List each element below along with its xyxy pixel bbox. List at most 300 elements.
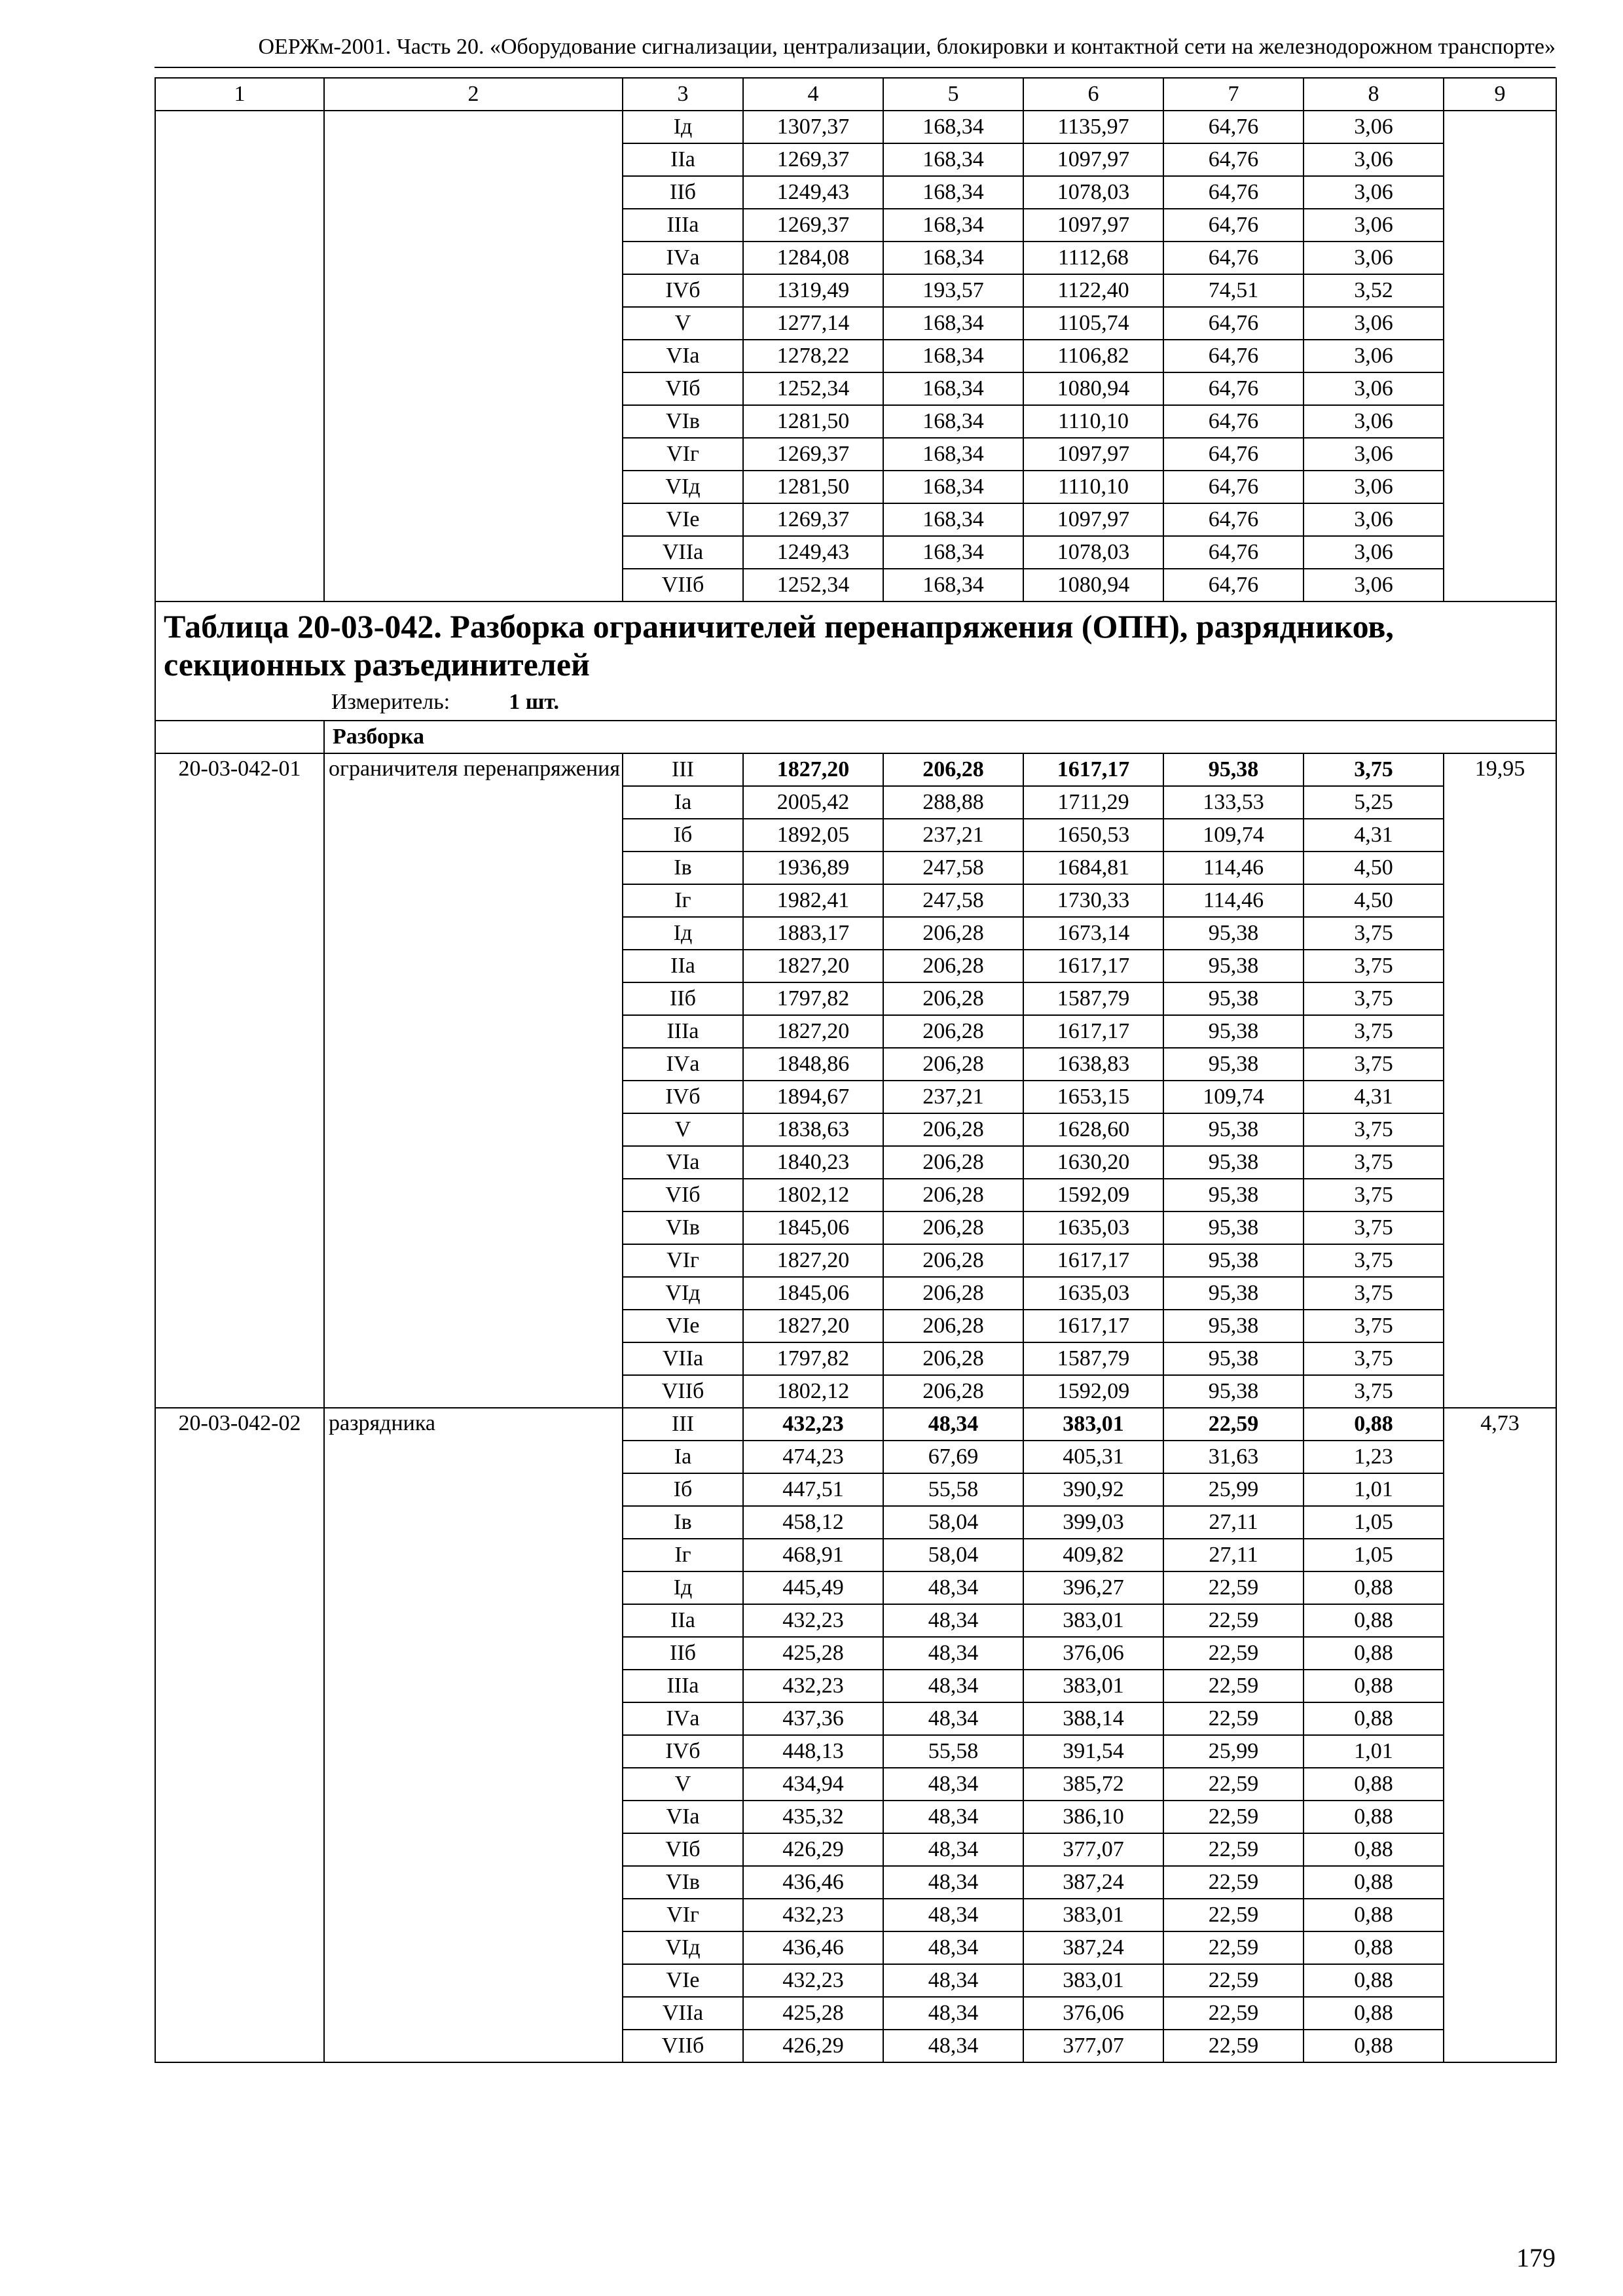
- wages-cell: 55,58: [883, 1735, 1023, 1768]
- total-cost-cell: 1892,05: [743, 819, 883, 852]
- materials-cell: 0,88: [1304, 1571, 1444, 1604]
- driver-wages-cell: 64,76: [1163, 536, 1304, 569]
- wages-cell: 168,34: [883, 111, 1023, 143]
- machines-cell: 1587,79: [1023, 982, 1163, 1015]
- zone-cell: VIIб: [623, 2030, 743, 2062]
- machines-cell: 1650,53: [1023, 819, 1163, 852]
- machines-cell: 396,27: [1023, 1571, 1163, 1604]
- zone-cell: IIб: [623, 1637, 743, 1670]
- wages-cell: 206,28: [883, 1113, 1023, 1146]
- driver-wages-cell: 22,59: [1163, 1997, 1304, 2030]
- materials-cell: 3,75: [1304, 1375, 1444, 1408]
- name-cell: ограничителя перенапряжения: [324, 753, 623, 1408]
- materials-cell: 0,88: [1304, 1604, 1444, 1637]
- driver-wages-cell: 95,38: [1163, 1211, 1304, 1244]
- zone-cell: IIа: [623, 950, 743, 982]
- machines-cell: 1097,97: [1023, 503, 1163, 536]
- machines-cell: 383,01: [1023, 1408, 1163, 1441]
- total-cost-cell: 434,94: [743, 1768, 883, 1801]
- wages-cell: 168,34: [883, 438, 1023, 471]
- zone-cell: Iг: [623, 1539, 743, 1571]
- zone-cell: IVа: [623, 242, 743, 274]
- machines-cell: 1110,10: [1023, 405, 1163, 438]
- machines-cell: 390,92: [1023, 1473, 1163, 1506]
- machines-cell: 377,07: [1023, 2030, 1163, 2062]
- column-number-9: 9: [1444, 78, 1556, 111]
- driver-wages-cell: 114,46: [1163, 884, 1304, 917]
- materials-cell: 3,75: [1304, 753, 1444, 786]
- wages-cell: 247,58: [883, 884, 1023, 917]
- total-cost-cell: 1252,34: [743, 372, 883, 405]
- wages-cell: 48,34: [883, 2030, 1023, 2062]
- machines-cell: 1617,17: [1023, 1244, 1163, 1277]
- total-cost-cell: 1845,06: [743, 1211, 883, 1244]
- zone-cell: IIIа: [623, 1015, 743, 1048]
- materials-cell: 3,06: [1304, 438, 1444, 471]
- wages-cell: 168,34: [883, 340, 1023, 372]
- materials-cell: 0,88: [1304, 2030, 1444, 2062]
- machines-cell: 1122,40: [1023, 274, 1163, 307]
- total-cost-cell: 1281,50: [743, 405, 883, 438]
- materials-cell: 0,88: [1304, 1637, 1444, 1670]
- driver-wages-cell: 22,59: [1163, 1637, 1304, 1670]
- zone-cell: Iд: [623, 111, 743, 143]
- driver-wages-cell: 22,59: [1163, 1833, 1304, 1866]
- materials-cell: 3,75: [1304, 1179, 1444, 1211]
- total-cost-cell: 1936,89: [743, 852, 883, 884]
- total-cost-cell: 1982,41: [743, 884, 883, 917]
- wages-cell: 48,34: [883, 1801, 1023, 1833]
- driver-wages-cell: 25,99: [1163, 1735, 1304, 1768]
- machines-cell: 1135,97: [1023, 111, 1163, 143]
- driver-wages-cell: 64,76: [1163, 569, 1304, 601]
- materials-cell: 3,06: [1304, 340, 1444, 372]
- materials-cell: 3,06: [1304, 209, 1444, 242]
- driver-wages-cell: 64,76: [1163, 111, 1304, 143]
- zone-cell: Iд: [623, 917, 743, 950]
- total-cost-cell: 432,23: [743, 1604, 883, 1637]
- total-cost-cell: 1252,34: [743, 569, 883, 601]
- wages-cell: 206,28: [883, 1048, 1023, 1081]
- wages-cell: 193,57: [883, 274, 1023, 307]
- total-cost-cell: 1827,20: [743, 1310, 883, 1342]
- driver-wages-cell: 22,59: [1163, 1571, 1304, 1604]
- machines-cell: 1105,74: [1023, 307, 1163, 340]
- total-cost-cell: 425,28: [743, 1997, 883, 2030]
- materials-cell: 3,06: [1304, 143, 1444, 176]
- driver-wages-cell: 109,74: [1163, 819, 1304, 852]
- machines-cell: 376,06: [1023, 1997, 1163, 2030]
- materials-cell: 0,88: [1304, 1964, 1444, 1997]
- total-cost-cell: 1848,86: [743, 1048, 883, 1081]
- wages-cell: 48,34: [883, 1997, 1023, 2030]
- zone-cell: VIб: [623, 1833, 743, 1866]
- running-header: ОЕРЖм-2001. Часть 20. «Оборудование сигнализации, централизации, блокировки и контактной сети на железнодорожном транспорте»: [258, 35, 1556, 59]
- code-cell: [155, 111, 324, 601]
- zone-cell: VIг: [623, 1244, 743, 1277]
- column-number-3: 3: [623, 78, 743, 111]
- total-cost-cell: 1838,63: [743, 1113, 883, 1146]
- driver-wages-cell: 95,38: [1163, 950, 1304, 982]
- total-cost-cell: 1894,67: [743, 1081, 883, 1113]
- cost-per-unit-cell: [1444, 111, 1556, 601]
- driver-wages-cell: 22,59: [1163, 1866, 1304, 1899]
- machines-cell: 1635,03: [1023, 1277, 1163, 1310]
- total-cost-cell: 1269,37: [743, 503, 883, 536]
- section-code-cell: [155, 721, 324, 753]
- driver-wages-cell: 22,59: [1163, 1768, 1304, 1801]
- driver-wages-cell: 95,38: [1163, 1113, 1304, 1146]
- total-cost-cell: 1827,20: [743, 1244, 883, 1277]
- materials-cell: 0,88: [1304, 1931, 1444, 1964]
- name-cell: разрядника: [324, 1408, 623, 2062]
- wages-cell: 48,34: [883, 1964, 1023, 1997]
- total-cost-cell: 1278,22: [743, 340, 883, 372]
- materials-cell: 0,88: [1304, 1670, 1444, 1702]
- materials-cell: 3,75: [1304, 1113, 1444, 1146]
- measure-label: Измеритель:: [331, 690, 450, 714]
- machines-cell: 1684,81: [1023, 852, 1163, 884]
- zone-cell: VIIа: [623, 1997, 743, 2030]
- total-cost-cell: 1249,43: [743, 536, 883, 569]
- total-cost-cell: 1840,23: [743, 1146, 883, 1179]
- driver-wages-cell: 64,76: [1163, 405, 1304, 438]
- zone-cell: IVа: [623, 1048, 743, 1081]
- wages-cell: 48,34: [883, 1604, 1023, 1637]
- zone-cell: VIа: [623, 340, 743, 372]
- total-cost-cell: 436,46: [743, 1866, 883, 1899]
- total-cost-cell: 1827,20: [743, 753, 883, 786]
- zone-cell: Iв: [623, 1506, 743, 1539]
- wages-cell: 48,34: [883, 1670, 1023, 1702]
- total-cost-cell: 432,23: [743, 1899, 883, 1931]
- total-cost-cell: 1284,08: [743, 242, 883, 274]
- driver-wages-cell: 64,76: [1163, 176, 1304, 209]
- total-cost-cell: 436,46: [743, 1931, 883, 1964]
- driver-wages-cell: 22,59: [1163, 1408, 1304, 1441]
- total-cost-cell: 1827,20: [743, 1015, 883, 1048]
- zone-cell: VIе: [623, 503, 743, 536]
- wages-cell: 168,34: [883, 503, 1023, 536]
- machines-cell: 376,06: [1023, 1637, 1163, 1670]
- zone-cell: Iа: [623, 786, 743, 819]
- machines-cell: 1080,94: [1023, 372, 1163, 405]
- driver-wages-cell: 64,76: [1163, 340, 1304, 372]
- materials-cell: 0,88: [1304, 1702, 1444, 1735]
- wages-cell: 206,28: [883, 1146, 1023, 1179]
- wages-cell: 247,58: [883, 852, 1023, 884]
- machines-cell: 1617,17: [1023, 1015, 1163, 1048]
- materials-cell: 4,50: [1304, 852, 1444, 884]
- machines-cell: 383,01: [1023, 1670, 1163, 1702]
- driver-wages-cell: 64,76: [1163, 471, 1304, 503]
- materials-cell: 0,88: [1304, 1408, 1444, 1441]
- total-cost-cell: 432,23: [743, 1964, 883, 1997]
- driver-wages-cell: 95,38: [1163, 1146, 1304, 1179]
- section-row: [155, 721, 1556, 753]
- wages-cell: 55,58: [883, 1473, 1023, 1506]
- wages-cell: 288,88: [883, 786, 1023, 819]
- table-row: [155, 1408, 1556, 1441]
- wages-cell: 168,34: [883, 143, 1023, 176]
- zone-cell: Iа: [623, 1441, 743, 1473]
- wages-cell: 206,28: [883, 753, 1023, 786]
- table-title: Таблица 20-03-042. Разборка ограничителей перенапряжения (ОПН), разрядников, секционных разъединителей: [164, 608, 1394, 683]
- machines-cell: 386,10: [1023, 1801, 1163, 1833]
- zone-cell: VIв: [623, 1211, 743, 1244]
- column-number-6: 6: [1023, 78, 1163, 111]
- driver-wages-cell: 95,38: [1163, 917, 1304, 950]
- materials-cell: 3,75: [1304, 1015, 1444, 1048]
- wages-cell: 206,28: [883, 1277, 1023, 1310]
- header-rule: [155, 67, 1556, 68]
- zone-cell: VIIб: [623, 1375, 743, 1408]
- machines-cell: 1630,20: [1023, 1146, 1163, 1179]
- wages-cell: 48,34: [883, 1931, 1023, 1964]
- driver-wages-cell: 64,76: [1163, 372, 1304, 405]
- materials-cell: 3,75: [1304, 1342, 1444, 1375]
- wages-cell: 67,69: [883, 1441, 1023, 1473]
- wages-cell: 48,34: [883, 1768, 1023, 1801]
- driver-wages-cell: 64,76: [1163, 143, 1304, 176]
- driver-wages-cell: 64,76: [1163, 209, 1304, 242]
- materials-cell: 3,75: [1304, 1310, 1444, 1342]
- wages-cell: 58,04: [883, 1539, 1023, 1571]
- wages-cell: 168,34: [883, 307, 1023, 340]
- materials-cell: 3,75: [1304, 1277, 1444, 1310]
- machines-cell: 1097,97: [1023, 143, 1163, 176]
- driver-wages-cell: 64,76: [1163, 307, 1304, 340]
- zone-cell: VIг: [623, 438, 743, 471]
- total-cost-cell: 1281,50: [743, 471, 883, 503]
- machines-cell: 405,31: [1023, 1441, 1163, 1473]
- wages-cell: 168,34: [883, 536, 1023, 569]
- cost-per-unit-cell: 19,95: [1444, 753, 1556, 1408]
- total-cost-cell: 432,23: [743, 1408, 883, 1441]
- materials-cell: 3,06: [1304, 372, 1444, 405]
- zone-cell: IIа: [623, 1604, 743, 1637]
- total-cost-cell: 1883,17: [743, 917, 883, 950]
- machines-cell: 409,82: [1023, 1539, 1163, 1571]
- wages-cell: 168,34: [883, 176, 1023, 209]
- machines-cell: 1106,82: [1023, 340, 1163, 372]
- wages-cell: 206,28: [883, 917, 1023, 950]
- wages-cell: 237,21: [883, 819, 1023, 852]
- zone-cell: IIа: [623, 143, 743, 176]
- wages-cell: 48,34: [883, 1637, 1023, 1670]
- total-cost-cell: 458,12: [743, 1506, 883, 1539]
- total-cost-cell: 468,91: [743, 1539, 883, 1571]
- wages-cell: 206,28: [883, 1375, 1023, 1408]
- wages-cell: 168,34: [883, 242, 1023, 274]
- driver-wages-cell: 27,11: [1163, 1539, 1304, 1571]
- wages-cell: 206,28: [883, 1310, 1023, 1342]
- total-cost-cell: 1269,37: [743, 438, 883, 471]
- total-cost-cell: 1797,82: [743, 1342, 883, 1375]
- materials-cell: 3,75: [1304, 982, 1444, 1015]
- machines-cell: 387,24: [1023, 1866, 1163, 1899]
- machines-cell: 1635,03: [1023, 1211, 1163, 1244]
- machines-cell: 399,03: [1023, 1506, 1163, 1539]
- driver-wages-cell: 114,46: [1163, 852, 1304, 884]
- total-cost-cell: 437,36: [743, 1702, 883, 1735]
- total-cost-cell: 1845,06: [743, 1277, 883, 1310]
- machines-cell: 1730,33: [1023, 884, 1163, 917]
- wages-cell: 206,28: [883, 1244, 1023, 1277]
- zone-cell: VIв: [623, 1866, 743, 1899]
- driver-wages-cell: 64,76: [1163, 438, 1304, 471]
- zone-cell: Iд: [623, 1571, 743, 1604]
- total-cost-cell: 435,32: [743, 1801, 883, 1833]
- driver-wages-cell: 133,53: [1163, 786, 1304, 819]
- zone-cell: IVб: [623, 1081, 743, 1113]
- driver-wages-cell: 25,99: [1163, 1473, 1304, 1506]
- machines-cell: 1628,60: [1023, 1113, 1163, 1146]
- zone-cell: VIе: [623, 1964, 743, 1997]
- total-cost-cell: 432,23: [743, 1670, 883, 1702]
- driver-wages-cell: 109,74: [1163, 1081, 1304, 1113]
- zone-cell: VIе: [623, 1310, 743, 1342]
- driver-wages-cell: 95,38: [1163, 982, 1304, 1015]
- zone-cell: Iв: [623, 852, 743, 884]
- machines-cell: 391,54: [1023, 1735, 1163, 1768]
- wages-cell: 48,34: [883, 1571, 1023, 1604]
- zone-cell: IIб: [623, 982, 743, 1015]
- materials-cell: 3,75: [1304, 917, 1444, 950]
- table-row: [155, 111, 1556, 143]
- materials-cell: 3,06: [1304, 176, 1444, 209]
- driver-wages-cell: 22,59: [1163, 2030, 1304, 2062]
- total-cost-cell: 1269,37: [743, 143, 883, 176]
- measure-unit: 1 шт.: [509, 690, 560, 714]
- wages-cell: 48,34: [883, 1866, 1023, 1899]
- materials-cell: 4,31: [1304, 819, 1444, 852]
- total-cost-cell: 425,28: [743, 1637, 883, 1670]
- code-cell: 20-03-042-02: [155, 1408, 324, 2062]
- driver-wages-cell: 31,63: [1163, 1441, 1304, 1473]
- machines-cell: 1617,17: [1023, 753, 1163, 786]
- machines-cell: 1078,03: [1023, 536, 1163, 569]
- total-cost-cell: 447,51: [743, 1473, 883, 1506]
- materials-cell: 3,06: [1304, 111, 1444, 143]
- section-heading: Разборка: [324, 721, 1556, 753]
- machines-cell: 1587,79: [1023, 1342, 1163, 1375]
- materials-cell: 0,88: [1304, 1899, 1444, 1931]
- materials-cell: 3,06: [1304, 242, 1444, 274]
- materials-cell: 3,75: [1304, 1146, 1444, 1179]
- machines-cell: 1617,17: [1023, 950, 1163, 982]
- machines-cell: 1097,97: [1023, 438, 1163, 471]
- driver-wages-cell: 95,38: [1163, 1179, 1304, 1211]
- zone-cell: VIа: [623, 1801, 743, 1833]
- wages-cell: 168,34: [883, 209, 1023, 242]
- driver-wages-cell: 95,38: [1163, 753, 1304, 786]
- code-cell: 20-03-042-01: [155, 753, 324, 1408]
- zone-cell: VIIб: [623, 569, 743, 601]
- wages-cell: 168,34: [883, 372, 1023, 405]
- materials-cell: 1,01: [1304, 1735, 1444, 1768]
- driver-wages-cell: 22,59: [1163, 1604, 1304, 1637]
- machines-cell: 1592,09: [1023, 1375, 1163, 1408]
- zone-cell: VIб: [623, 372, 743, 405]
- total-cost-cell: 1307,37: [743, 111, 883, 143]
- zone-cell: IVб: [623, 274, 743, 307]
- wages-cell: 206,28: [883, 1342, 1023, 1375]
- total-cost-cell: 1269,37: [743, 209, 883, 242]
- machines-cell: 1638,83: [1023, 1048, 1163, 1081]
- machines-cell: 1078,03: [1023, 176, 1163, 209]
- wages-cell: 206,28: [883, 1179, 1023, 1211]
- zone-cell: V: [623, 307, 743, 340]
- wages-cell: 206,28: [883, 982, 1023, 1015]
- page-number: 179: [1516, 2243, 1556, 2272]
- wages-cell: 48,34: [883, 1408, 1023, 1441]
- driver-wages-cell: 95,38: [1163, 1048, 1304, 1081]
- price-table: [155, 77, 1557, 2063]
- driver-wages-cell: 22,59: [1163, 1931, 1304, 1964]
- zone-cell: VIд: [623, 1277, 743, 1310]
- wages-cell: 168,34: [883, 405, 1023, 438]
- machines-cell: 383,01: [1023, 1964, 1163, 1997]
- column-number-8: 8: [1304, 78, 1444, 111]
- machines-cell: 383,01: [1023, 1604, 1163, 1637]
- total-cost-cell: 1249,43: [743, 176, 883, 209]
- wages-cell: 48,34: [883, 1702, 1023, 1735]
- machines-cell: 1112,68: [1023, 242, 1163, 274]
- driver-wages-cell: 95,38: [1163, 1375, 1304, 1408]
- zone-cell: IVа: [623, 1702, 743, 1735]
- machines-cell: 377,07: [1023, 1833, 1163, 1866]
- driver-wages-cell: 22,59: [1163, 1801, 1304, 1833]
- materials-cell: 1,05: [1304, 1506, 1444, 1539]
- materials-cell: 4,31: [1304, 1081, 1444, 1113]
- materials-cell: 3,52: [1304, 274, 1444, 307]
- materials-cell: 3,06: [1304, 471, 1444, 503]
- table-row: [155, 753, 1556, 786]
- zone-cell: VIг: [623, 1899, 743, 1931]
- driver-wages-cell: 27,11: [1163, 1506, 1304, 1539]
- driver-wages-cell: 22,59: [1163, 1702, 1304, 1735]
- wages-cell: 237,21: [883, 1081, 1023, 1113]
- zone-cell: Iг: [623, 884, 743, 917]
- column-number-7: 7: [1163, 78, 1304, 111]
- driver-wages-cell: 95,38: [1163, 1015, 1304, 1048]
- machines-cell: 1110,10: [1023, 471, 1163, 503]
- wages-cell: 48,34: [883, 1899, 1023, 1931]
- total-cost-cell: 426,29: [743, 2030, 883, 2062]
- zone-cell: V: [623, 1768, 743, 1801]
- cost-per-unit-cell: 4,73: [1444, 1408, 1556, 2062]
- driver-wages-cell: 95,38: [1163, 1277, 1304, 1310]
- wages-cell: 168,34: [883, 471, 1023, 503]
- zone-cell: IVб: [623, 1735, 743, 1768]
- materials-cell: 0,88: [1304, 1997, 1444, 2030]
- column-number-1: 1: [155, 78, 324, 111]
- materials-cell: 0,88: [1304, 1833, 1444, 1866]
- zone-cell: III: [623, 753, 743, 786]
- total-cost-cell: 1827,20: [743, 950, 883, 982]
- zone-cell: Iб: [623, 1473, 743, 1506]
- wages-cell: 206,28: [883, 950, 1023, 982]
- total-cost-cell: 1797,82: [743, 982, 883, 1015]
- materials-cell: 0,88: [1304, 1866, 1444, 1899]
- materials-cell: 3,06: [1304, 405, 1444, 438]
- driver-wages-cell: 95,38: [1163, 1310, 1304, 1342]
- machines-cell: 383,01: [1023, 1899, 1163, 1931]
- zone-cell: IIIа: [623, 209, 743, 242]
- zone-cell: VIIа: [623, 536, 743, 569]
- zone-cell: VIа: [623, 1146, 743, 1179]
